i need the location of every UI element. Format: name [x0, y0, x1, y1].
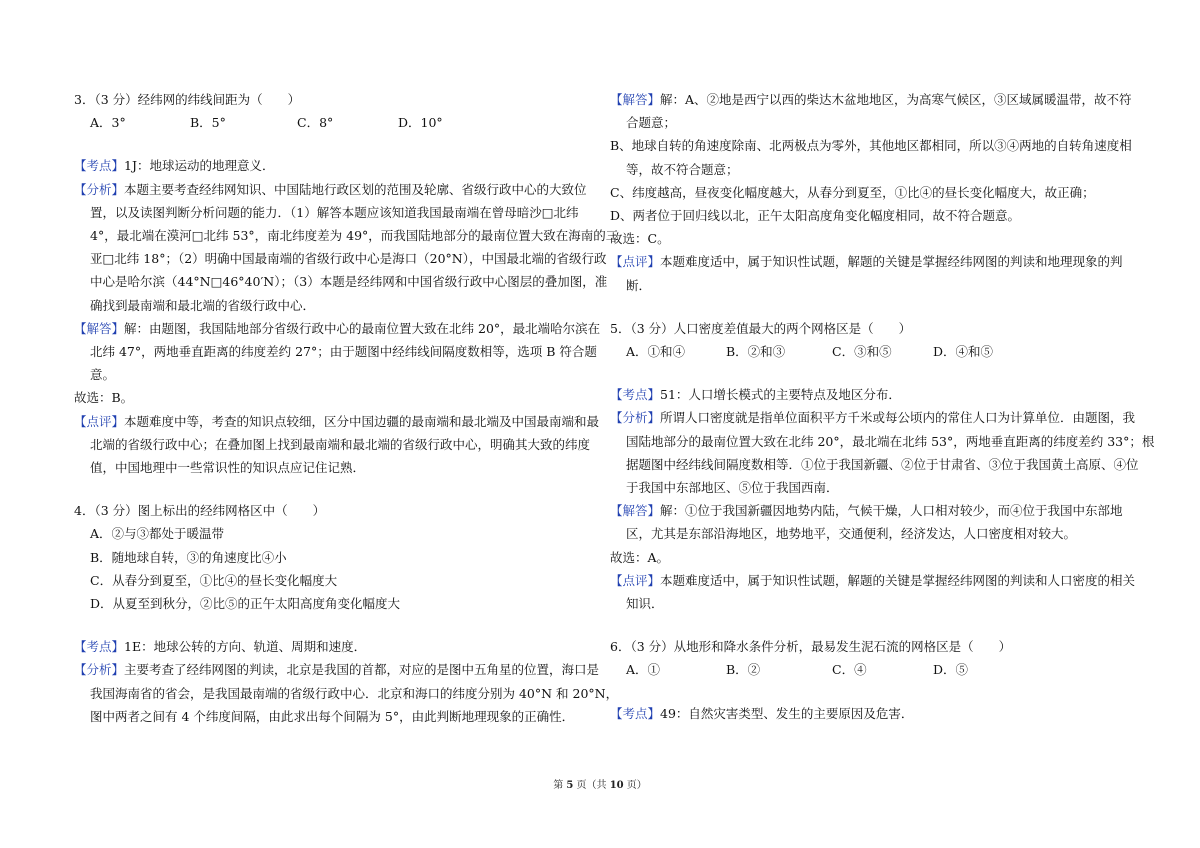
right-column [610, 88, 1155, 725]
q3-jieda: 【解答】解：由题图，我国陆地部分省级行政中心的最南位置大致在北纬 20°，最北端哈尔滨在 北纬 47°，两地垂直距离的纬度差约 27°；由于题图中经纬线间隔度数相等，选项 B 符合题 意。 [74, 320, 601, 383]
question-4-stem: 4．（3 分）图上标出的经纬网格区中（ ） [74, 503, 326, 519]
q5-option-a: A．①和④ [626, 344, 686, 360]
question-3 [74, 88, 604, 134]
q4-dianping: 【点评】本题难度适中，属于知识性试题，解题的关键是掌握经纬网图的判读和地理现象的判 断． [610, 254, 1123, 293]
page-footer: 第 5 页（共 10 页） [553, 780, 647, 791]
q4-option-c: C．从春分到夏至，①比④的昼长变化幅度大 [90, 572, 338, 588]
question-6 [610, 635, 1140, 681]
question-3-options [74, 111, 604, 134]
q3-answer: 故选：B。 [74, 390, 134, 406]
left-column [74, 88, 619, 728]
question-5 [610, 317, 1140, 363]
q4-option-d: D．从夏至到秋分，②比⑤的正午太阳高度角变化幅度大 [90, 596, 401, 612]
q5-option-b: B．②和③ [726, 344, 786, 360]
q5-answer: 故选：A。 [610, 549, 670, 565]
q6-option-c: C．④ [832, 662, 867, 678]
question-6-stem: 6．（3 分）从地形和降水条件分析，最易发生泥石流的网格区是（ ） [610, 639, 1012, 655]
q5-kaodian: 【考点】51：人口增长模式的主要特点及地区分布． [610, 387, 901, 403]
q3-option-a: A．3° [90, 115, 126, 131]
q4-option-b: B．随地球自转，③的角速度比④小 [90, 549, 287, 565]
q3-kaodian: 【考点】1J：地球运动的地理意义． [74, 158, 275, 174]
question-4 [74, 499, 604, 615]
page-number: 5 [566, 780, 574, 791]
dianping-tag: 【点评】 [74, 413, 125, 429]
question-5-options [610, 340, 1140, 363]
q5-option-d: D．④和⑤ [933, 344, 994, 360]
q5-jieda: 【解答】解：①位于我国新疆因地势内陆，气候干燥，人口相对较少，而④位于我国中东部地 区，尤其是东部沿海地区，地势地平，交通便利，经济发达，人口密度相对较大。 [610, 503, 1123, 542]
q3-option-b: B．5° [190, 115, 226, 131]
q4-option-a: A．②与③都处于暖温带 [90, 526, 225, 542]
question-3-stem: 3．（3 分）经纬网的纬线间距为（ ） [74, 92, 301, 107]
q6-option-d: D．⑤ [933, 662, 969, 678]
kaodian-tag: 【考点】 [74, 158, 125, 174]
total-pages: 10 [609, 780, 624, 791]
q4-jieda: 【解答】解：A、②地是西宁以西的柴达木盆地地区，为高寒气候区，③区域属暖温带，故不符 合题意； [610, 92, 1132, 131]
q6-kaodian: 【考点】49：自然灾害类型、发生的主要原因及危害． [610, 705, 914, 721]
jieda-tag: 【解答】 [74, 320, 125, 336]
q5-option-c: C．③和⑤ [832, 344, 892, 360]
q4-jieda-options: B、地球自转的角速度除南、北两极点为零外，其他地区都相同，所以③④两地的自转角速度相 等，故不符合题意； C、纬度越高，昼夜变化幅度越大，从春分到夏至，①比④的昼长变化幅度大，故正确； D、两者位于回归线以北，正午太阳高度角变化幅度相同，故不符合题意。 [610, 138, 1132, 224]
q3-option-d: D．10° [398, 115, 443, 131]
q4-answer: 故选：C。 [610, 231, 670, 247]
q5-dianping: 【点评】本题难度适中，属于知识性试题，解题的关键是掌握经纬网图的判读和人口密度的相关 知识． [610, 572, 1136, 612]
q4-kaodian: 【考点】1E：地球公转的方向、轨道、周期和速度． [74, 639, 367, 655]
q3-fenxi: 【分析】本题主要考查经纬网知识、中国陆地行政区划的范围及轮廓、省级行政中心的大致位 置，以及读图判断分析问题的能力．（1）解答本题应该知道我国最南端在曾母暗沙□北纬 4°，最北端在漠河□北纬 53°，南北纬度差为 49°，而我国陆地部分的最南位置大致在海南的三 亚□北纬 18°；（2）明确中国最南端的省级行政中心是海口（20°N），中国最北端的省级行政 中心是哈尔滨（44°N□46°40′N）；（3）本题是经纬网和中国省级行政中心图层的叠加图，准 确找到最南端和最北端的省级行政中心． [74, 181, 619, 313]
q6-option-b: B．② [726, 662, 761, 678]
q6-option-a: A．① [626, 662, 661, 678]
question-5-stem: 5．（3 分）人口密度差值最大的两个网格区是（ ） [610, 320, 912, 336]
q5-fenxi: 【分析】所谓人口密度就是指单位面积平方千米或每公顷内的常住人口为计算单位．由题图，我 国陆地部分的最南位置大致在北纬 20°，最北端在北纬 53°，两地垂直距离的纬度差约 33°；根 据题图中经纬线间隔度数相等．①位于我国新疆、②位于甘肃省、③位于我国黄土高原、④位 于我国中东部地区、⑤位于我国西南． [610, 410, 1155, 496]
q4-fenxi: 【分析】主要考查了经纬网图的判读，北京是我国的首都，对应的是图中五角星的位置，海口是 我国海南省的省会，是我国最南端的省级行政中心．北京和海口的纬度分别为 40°N 和 20°N， 图中两者之间有 4 个纬度间隔，由此求出每个间隔为 5°，由此判断地理现象的正确性． [74, 662, 619, 724]
q3-dianping: 【点评】本题难度中等，考查的知识点较细，区分中国边疆的最南端和最北端及中国最南端和最 北端的省级行政中心；在叠加图上找到最南端和最北端的省级行政中心，明确其大致的纬度 值，中国地理中一些常识性的知识点应记住记熟． [74, 413, 600, 476]
question-6-options [610, 658, 1140, 681]
q3-option-c: C．8° [297, 115, 334, 131]
fenxi-tag: 【分析】 [74, 181, 125, 197]
